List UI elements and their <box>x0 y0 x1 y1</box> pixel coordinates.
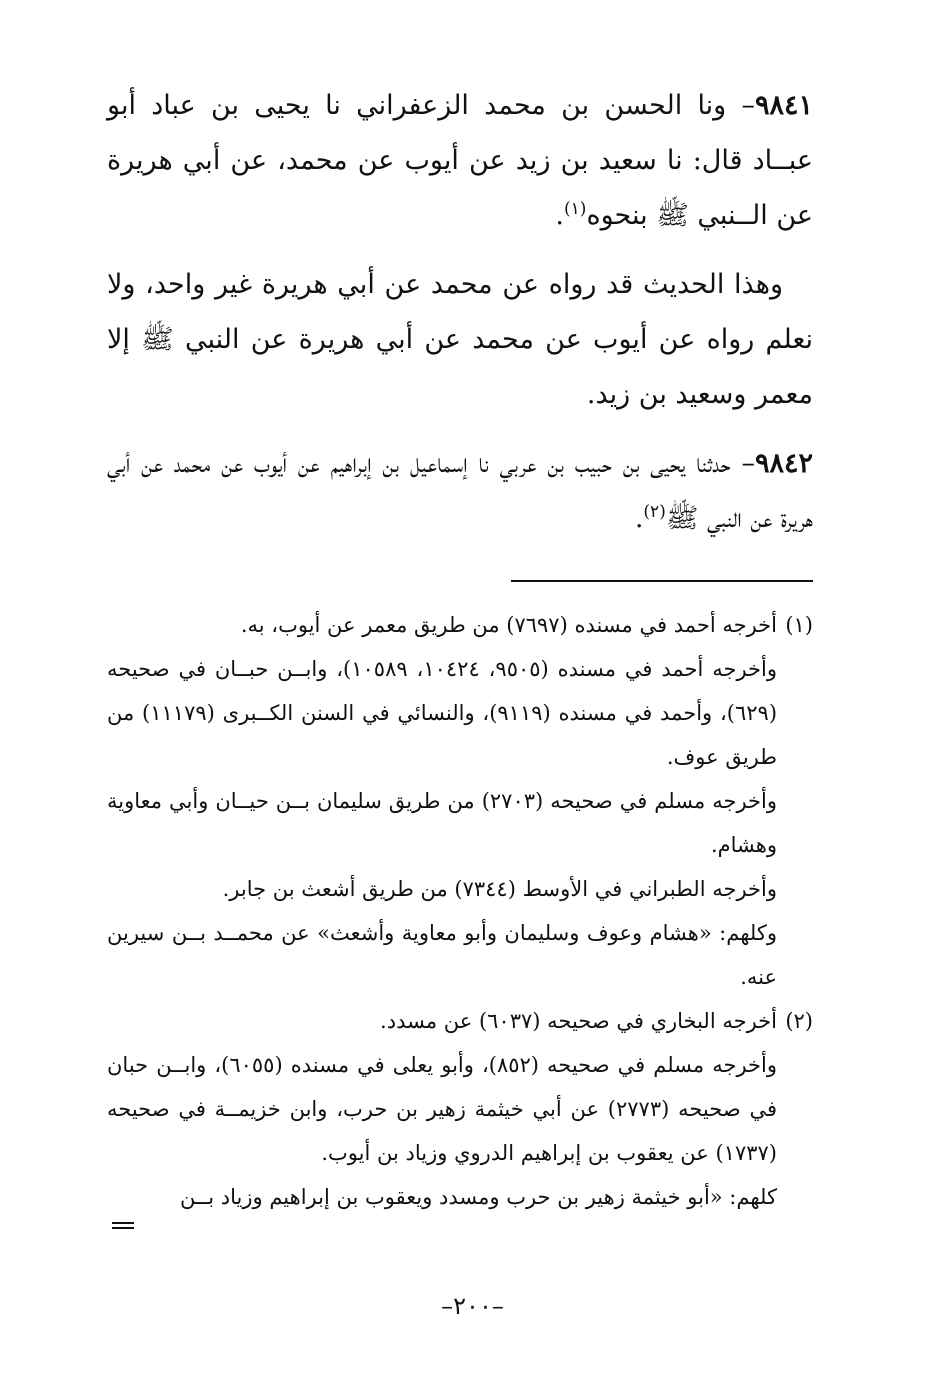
footnote-line: كلهم: «أبو خيثمة زهير بن حرب ومسدد ويعقوب بن إبراهيم وزياد بــن <box>179 1185 777 1209</box>
footnote-line: وأخرجه مسلم في صحيحه (٢٧٠٣) من طريق سليمان بــن حيــان وأبي معاوية وهشام. <box>107 789 777 857</box>
footnote-line: وأخرجه أحمد في مسنده (٩٥٠٥، ١٠٤٢٤، ١٠٥٨٩)، وابــن حبــان في صحيحه (٦٢٩)، وأحمد في مسنده (٩١١٩)، والنسائي في السنن الكــبرى (١١١٧٩) من طريق عوف. <box>107 657 778 769</box>
footnote-separator <box>511 580 813 582</box>
hadith-9842 <box>107 436 813 546</box>
footnote-reference[interactable]: (٢) <box>643 502 666 522</box>
page-number: –٢٠٠– <box>441 1292 504 1320</box>
footnote-text: أخرجه البخاري في صحيحه (٦٠٣٧) عن مسدد. <box>380 1009 777 1033</box>
footnote-2 <box>107 999 813 1043</box>
main-text <box>107 78 813 560</box>
hadith-end: . <box>555 200 565 231</box>
hadith-text: – ونا الحسن بن محمد الزعفراني نا يحيى بن عباد أبو عبــاد قال: نا سعيد بن زيد عن أيوب عن محمد، عن أبي هريرة عن الــنبي ﷺ بنحوه <box>107 90 813 231</box>
hadith-number: ٩٨٤١ <box>754 90 813 121</box>
continuation-marker <box>112 1222 134 1229</box>
hadith-text: – حدثنا يحيى بن حبيب بن عربي نا إسماعيل بن إبراهيم عن أيوب عن محمد عن أبي هريرة عن النبي ﷺ <box>107 448 813 534</box>
footnote-line: وكلهم: «هشام وعوف وسليمان وأبو معاوية وأشعث» عن محمــد بــن سيرين عنه. <box>107 921 777 989</box>
hadith-9841 <box>107 78 813 243</box>
footnote-text: أخرجه أحمد في مسنده (٧٦٩٧) من طريق معمر عن أيوب، به. <box>240 613 777 637</box>
footnote-number: (٢) <box>785 1009 813 1033</box>
footnote-1 <box>107 603 813 647</box>
footnote-line: وأخرجه الطبراني في الأوسط (٧٣٤٤) من طريق أشعث بن جابر. <box>222 877 777 901</box>
footnote-number: (١) <box>785 613 813 637</box>
footnotes <box>107 603 813 1219</box>
footnote-line: وأخرجه مسلم في صحيحه (٨٥٢)، وأبو يعلى في مسنده (٦٠٥٥)، وابــن حبان في صحيحه (٢٧٧٣) عن أبي خيثمة زهير بن حرب، وابن خزيمــة في صحيحه (١٧٣٧) عن يعقوب بن إبراهيم الدروي وزياد بن أيوب. <box>107 1053 777 1165</box>
hadith-number: ٩٨٤٢ <box>754 448 813 479</box>
footnote-reference[interactable]: (١) <box>564 199 587 219</box>
commentary-paragraph: وهذا الحديث قد رواه عن محمد عن أبي هريرة غير واحد، ولا نعلم رواه عن أيوب عن محمد عن أبي هريرة عن النبي ﷺ إلا معمر وسعيد بن زيد. <box>107 269 813 410</box>
hadith-end: . <box>634 503 644 534</box>
